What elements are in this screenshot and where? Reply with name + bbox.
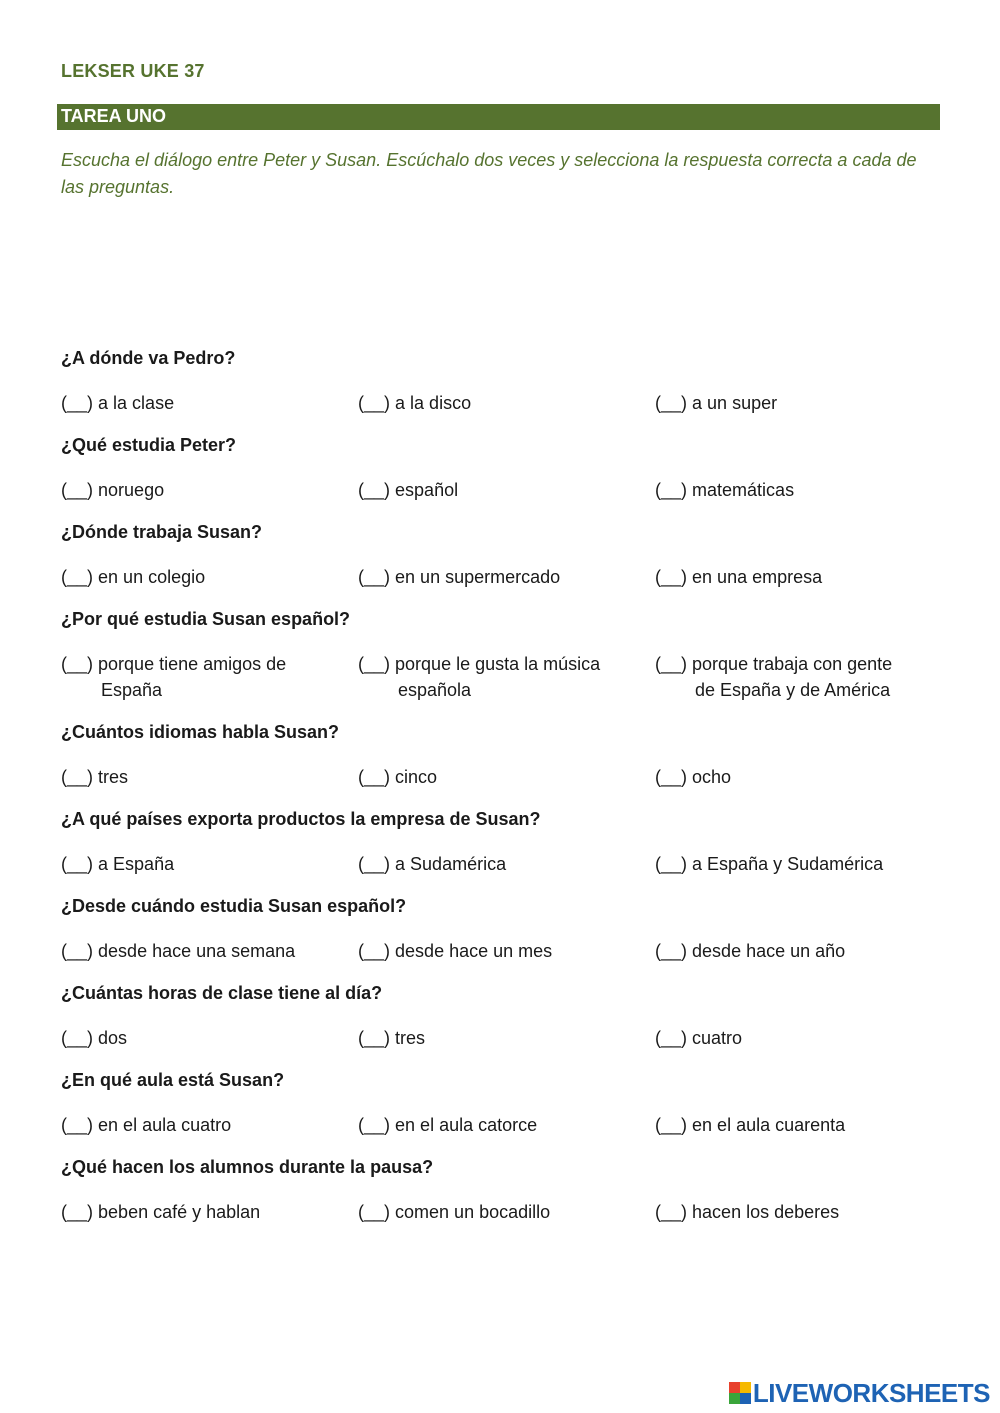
answer-option[interactable] [655,1025,940,1051]
answer-blank[interactable]: (__) [61,480,94,500]
answer-option-text: en el aula cuarenta [692,1115,846,1135]
answer-options-row [61,651,941,707]
question-title: ¿Qué hacen los alumnos durante la pausa? [61,1157,434,1177]
answer-option-text: a la clase [98,393,175,413]
question-title: ¿Desde cuándo estudia Susan español? [61,896,407,916]
answer-blank[interactable]: (__) [61,654,94,674]
logo-square [729,1382,740,1393]
answer-option[interactable] [655,1112,940,1138]
answer-option-text: porque tiene amigos de [98,654,287,674]
answer-option[interactable] [61,651,346,703]
logo-square [740,1393,751,1404]
answer-option[interactable] [61,477,346,503]
answer-option-text: a Sudamérica [395,854,507,874]
logo-square [729,1393,740,1404]
answer-option-text: ocho [692,767,732,787]
answer-blank[interactable]: (__) [358,393,391,413]
answer-blank[interactable]: (__) [655,567,688,587]
answer-option-text: tres [395,1028,426,1048]
answer-blank[interactable]: (__) [61,767,94,787]
question-title: ¿A qué países exporta productos la empresa de Susan? [61,809,541,829]
answer-blank[interactable]: (__) [358,654,391,674]
answer-option[interactable] [655,1199,940,1225]
answer-option[interactable] [655,651,940,703]
answer-option-text: en una empresa [692,567,823,587]
answer-option-text-cont: España [101,680,163,700]
answer-option[interactable] [61,1199,346,1225]
answer-option-text: beben café y hablan [98,1202,261,1222]
answer-option-text: a un super [692,393,778,413]
answer-option[interactable] [358,938,643,964]
answer-option-text: a España [98,854,175,874]
answer-option-text-cont: española [398,680,472,700]
answer-option[interactable] [358,1025,643,1051]
answer-option[interactable] [61,1025,346,1051]
answer-blank[interactable]: (__) [358,567,391,587]
answer-blank[interactable]: (__) [61,1028,94,1048]
answer-option-text: cinco [395,767,438,787]
answer-option[interactable] [358,390,643,416]
answer-blank[interactable]: (__) [61,854,94,874]
answer-option[interactable] [358,851,643,877]
answer-option-text: noruego [98,480,165,500]
answer-blank[interactable]: (__) [61,1115,94,1135]
answer-option[interactable] [655,764,940,790]
answer-blank[interactable]: (__) [61,1202,94,1222]
answer-option-text: a España y Sudamérica [692,854,884,874]
answer-option-text: hacen los deberes [692,1202,840,1222]
answer-option-text: tres [98,767,129,787]
logo-icon [729,1382,751,1404]
answer-blank[interactable]: (__) [655,480,688,500]
instructions: Escucha el diálogo entre Peter y Susan. Escúchalo dos veces y selecciona la respuesta correcta a cada de las preguntas. [61,150,917,197]
answer-option[interactable] [61,764,346,790]
answer-option[interactable] [61,1112,346,1138]
answer-options-row [61,1199,941,1255]
answer-option[interactable] [358,477,643,503]
page-title: LEKSER UKE 37 [61,61,205,81]
answer-option[interactable] [358,1199,643,1225]
answer-blank[interactable]: (__) [655,767,688,787]
question-title: ¿Dónde trabaja Susan? [61,522,263,542]
answer-option[interactable] [61,564,346,590]
answer-option-text: desde hace un mes [395,941,553,961]
answer-option-text: a la disco [395,393,472,413]
answer-option-text: dos [98,1028,128,1048]
answer-option-text: en el aula catorce [395,1115,538,1135]
question-title: ¿Cuántas horas de clase tiene al día? [61,983,383,1003]
answer-option-text-cont: de España y de América [695,680,891,700]
question-title: ¿A dónde va Pedro? [61,348,236,368]
answer-option[interactable] [358,1112,643,1138]
answer-blank[interactable]: (__) [655,941,688,961]
answer-option[interactable] [655,477,940,503]
answer-option-text: desde hace un año [692,941,846,961]
answer-option-text: porque trabaja con gente [692,654,893,674]
answer-option[interactable] [655,938,940,964]
answer-blank[interactable]: (__) [61,567,94,587]
answer-blank[interactable]: (__) [655,654,688,674]
answer-option-text: cuatro [692,1028,743,1048]
answer-option-text: matemáticas [692,480,795,500]
question-title: ¿Por qué estudia Susan español? [61,609,351,629]
answer-option[interactable] [655,390,940,416]
answer-blank[interactable]: (__) [655,854,688,874]
answer-option[interactable] [61,390,346,416]
answer-option[interactable] [61,938,346,964]
answer-option[interactable] [358,764,643,790]
brand-name: LIVEWORKSHEETS [752,1377,990,1408]
answer-option-text: desde hace una semana [98,941,296,961]
answer-option-text: en el aula cuatro [98,1115,232,1135]
answer-option[interactable] [655,851,940,877]
question-title: ¿Qué estudia Peter? [61,435,237,455]
answer-option-text: comen un bocadillo [395,1202,551,1222]
answer-option-text: porque le gusta la música [395,654,601,674]
answer-blank[interactable]: (__) [655,1115,688,1135]
answer-blank[interactable]: (__) [358,1028,391,1048]
question-title: ¿Cuántos idiomas habla Susan? [61,722,340,742]
answer-blank[interactable]: (__) [61,393,94,413]
answer-blank[interactable]: (__) [655,1202,688,1222]
answer-blank[interactable]: (__) [358,1202,391,1222]
section-header: TAREA UNO [57,104,940,130]
question-title: ¿En qué aula está Susan? [61,1070,285,1090]
answer-option[interactable] [358,564,643,590]
answer-blank[interactable]: (__) [655,1028,688,1048]
answer-option-text: español [395,480,459,500]
answer-option[interactable] [61,851,346,877]
logo-square [740,1382,751,1393]
answer-blank[interactable]: (__) [358,1115,391,1135]
answer-blank[interactable]: (__) [358,767,391,787]
answer-blank[interactable]: (__) [358,854,391,874]
answer-blank[interactable]: (__) [358,941,391,961]
answer-blank[interactable]: (__) [358,480,391,500]
answer-option[interactable] [655,564,940,590]
answer-option[interactable] [358,651,643,703]
answer-option-text: en un colegio [98,567,206,587]
answer-blank[interactable]: (__) [655,393,688,413]
answer-option-text: en un supermercado [395,567,561,587]
answer-blank[interactable]: (__) [61,941,94,961]
liveworksheets-logo [729,1378,990,1408]
